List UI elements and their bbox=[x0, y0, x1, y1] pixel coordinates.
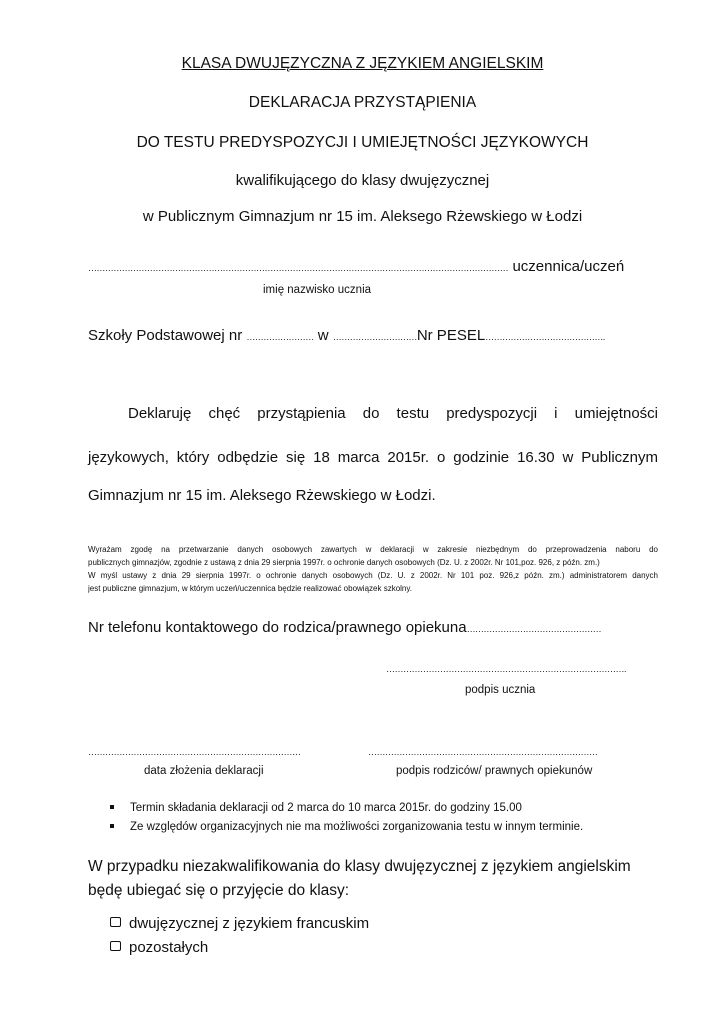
consent-line-1: Wyrażam zgodę na przetwarzanie danych osobowych zawartych w deklaracji w zakresie niezbędnym do przeprowadzenia naboru do bbox=[88, 545, 658, 554]
declaration-heading: DEKLARACJA PRZYSTĄPIENIA bbox=[248, 94, 477, 111]
declaration-line-2: językowych, który odbędzie się 18 marca 2015r. o godzinie 16.30 w Publicznym bbox=[88, 449, 658, 466]
note-deadline bbox=[110, 802, 522, 814]
student-name-caption: imię nazwisko ucznia bbox=[263, 284, 372, 296]
square-bullet-icon bbox=[110, 824, 114, 828]
square-bullet-icon bbox=[110, 805, 114, 809]
school-subheading: w Publicznym Gimnazjum nr 15 im. Aleksego Rżewskiego w Łodzi bbox=[142, 208, 583, 225]
qualification-subheading: kwalifikującego do klasy dwujęzycznej bbox=[235, 172, 490, 189]
date-caption: data złożenia deklaracji bbox=[144, 765, 264, 777]
school-city-label: w bbox=[317, 327, 329, 344]
note-no-other-date bbox=[110, 821, 583, 833]
student-name-line[interactable] bbox=[88, 258, 648, 276]
school-city-dots: ………………………… bbox=[332, 332, 417, 342]
student-name-dots: …………………………………………………………………………………………………………………………………… bbox=[88, 263, 509, 273]
option-other[interactable] bbox=[110, 939, 208, 956]
declaration-line-1: Deklaruję chęć przystąpienia do testu predyspozycji i umiejętności bbox=[128, 405, 658, 422]
pesel-dots: ……………………………………. bbox=[485, 332, 605, 342]
note-deadline-text: Termin składania deklaracji od 2 marca do 10 marca 2015r. do godziny 15.00 bbox=[130, 802, 522, 814]
phone-label: Nr telefonu kontaktowego do rodzica/prawnego opiekuna bbox=[88, 619, 467, 636]
parent-signature-caption: podpis rodziców/ prawnych opiekunów bbox=[396, 765, 593, 777]
alternative-line-1: W przypadku niezakwalifikowania do klasy dwujęzycznej z językiem angielskim bbox=[88, 858, 631, 875]
note-no-other-date-text: Ze względów organizacyjnych nie ma możliwości zorganizowania testu w innym terminie. bbox=[130, 821, 584, 833]
consent-text bbox=[88, 543, 658, 595]
declaration-line-3: Gimnazjum nr 15 im. Aleksego Rżewskiego w Łodzi. bbox=[88, 487, 436, 504]
phone-dots: ………………………………………… bbox=[466, 624, 601, 634]
option-french-label: dwujęzycznej z językiem francuskim bbox=[129, 915, 370, 932]
pesel-label: Nr PESEL bbox=[416, 327, 486, 344]
student-role-label: uczennica/uczeń bbox=[512, 258, 625, 275]
school-line[interactable] bbox=[88, 327, 605, 344]
option-other-label: pozostałych bbox=[129, 939, 209, 956]
student-signature-dots[interactable]: …………………………………………………………………………. bbox=[386, 664, 627, 674]
test-heading: DO TESTU PREDYSPOZYCJI I UMIEJĘTNOŚCI JĘZYKOWYCH bbox=[136, 134, 589, 151]
checkbox-icon[interactable] bbox=[110, 941, 121, 951]
checkbox-icon[interactable] bbox=[110, 917, 121, 927]
consent-line-2: publicznych gimnazjów, zgodnie z ustawą z dnia 29 sierpnia 1997r. o ochronie danych osobowych (Dz. U. z 2002r. Nr 101,poz. 926, z późn. zm.) bbox=[88, 558, 600, 567]
school-number-label: Szkoły Podstawowej nr bbox=[88, 327, 243, 344]
student-signature-caption: podpis ucznia bbox=[465, 684, 536, 696]
parent-signature-dots[interactable]: ……………………………………………………………………… bbox=[368, 747, 598, 757]
option-french[interactable] bbox=[110, 915, 369, 932]
consent-line-4: jest publiczne gimnazjum, w którym uczeń/uczennica będzie realizować obowiązek szkolny. bbox=[88, 584, 412, 593]
date-dots[interactable]: ………………………………………………………………… bbox=[88, 747, 301, 757]
document-title: KLASA DWUJĘZYCZNA Z JĘZYKIEM ANGIELSKIM bbox=[181, 55, 544, 72]
phone-line[interactable] bbox=[88, 619, 601, 637]
school-number-dots: …………………… bbox=[246, 332, 314, 342]
alternative-line-2: będę ubiegać się o przyjęcie do klasy: bbox=[88, 882, 350, 899]
consent-line-3: W myśl ustawy z dnia 29 sierpnia 1997r. o ochronie danych osobowych (Dz. U. z 2002r. Nr 101 poz. 926,z późn. zm.) administratorem danych bbox=[88, 571, 658, 580]
